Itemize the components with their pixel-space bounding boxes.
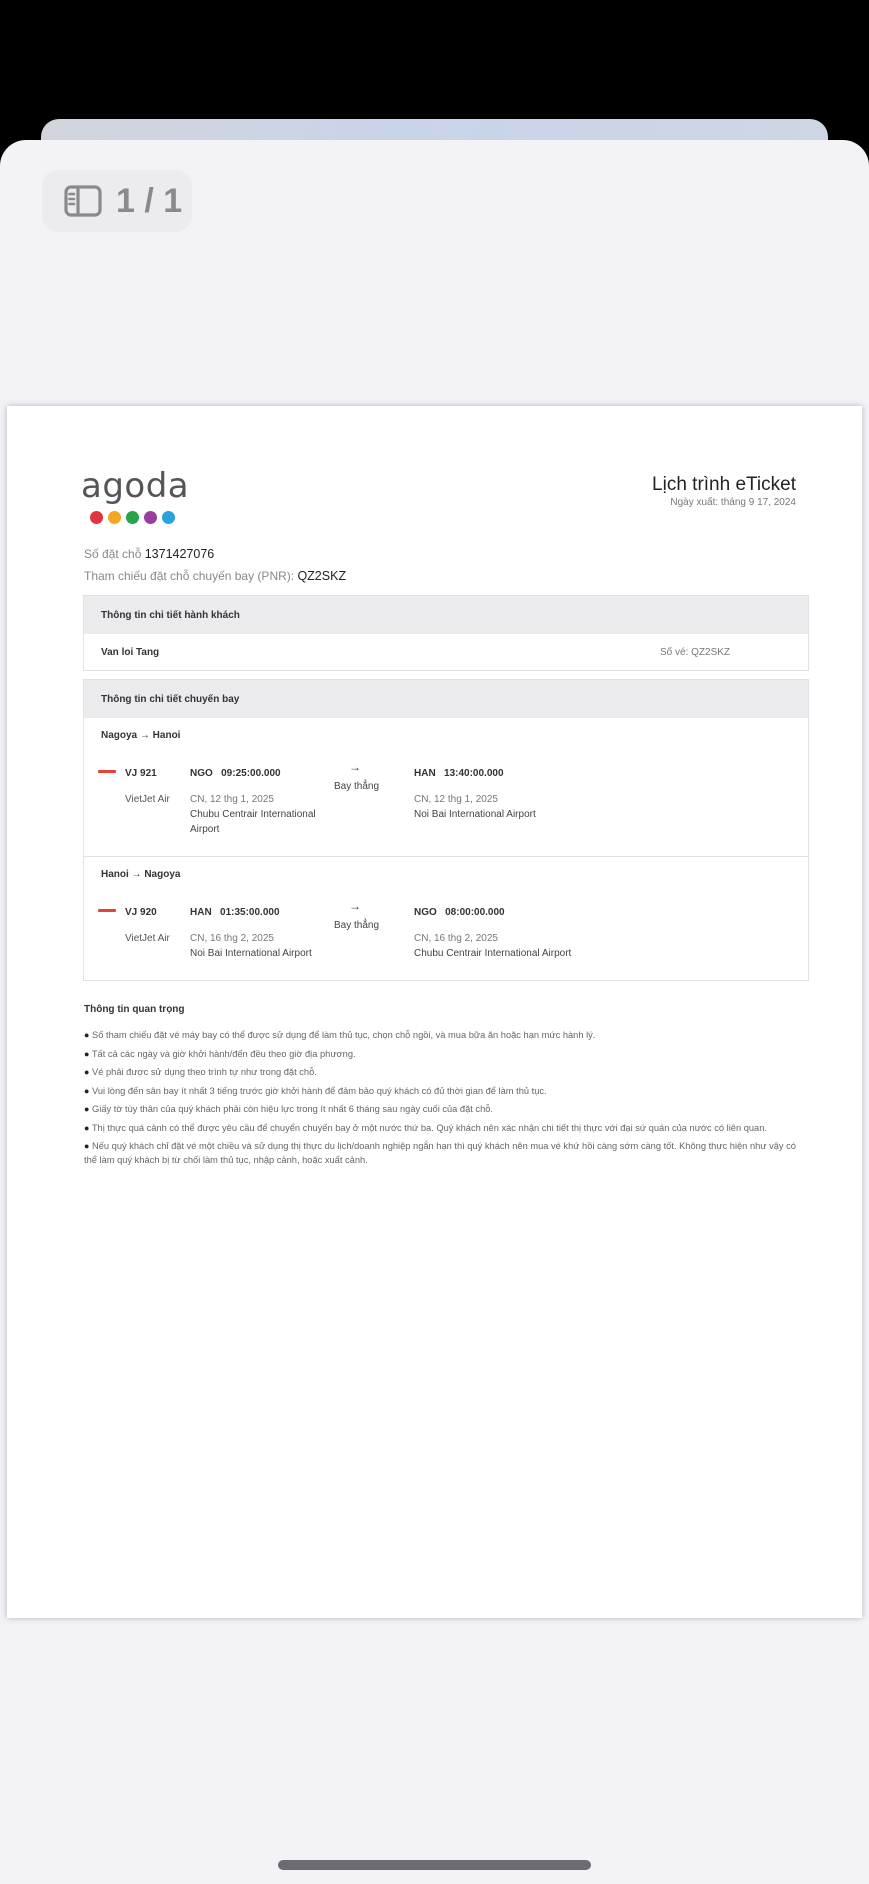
bullet-icon: ● — [84, 1141, 90, 1151]
info-text: Thị thực quá cảnh có thể được yêu cầu để chuyển chuyến bay ở một nước thứ ba. Quý khách nên xác nhận chi tiết thị thực với đại sứ quán của nước có liên quan. — [91, 1122, 767, 1133]
info-text: Số tham chiếu đặt vé máy bay có thể được sử dụng để làm thủ tục, chọn chỗ ngồi, và mua bữa ăn hoặc hạn mức hành lý. — [92, 1030, 596, 1040]
booking-number: 1371427076 — [144, 547, 215, 561]
bullet-icon: ● — [84, 1030, 90, 1040]
logo-dot — [108, 511, 121, 524]
document-header — [652, 474, 796, 508]
departure-code: HAN — [190, 907, 212, 918]
flight-number: VJ 920 — [125, 907, 157, 918]
departure-block — [190, 907, 280, 918]
airline-name: VietJet Air — [125, 933, 170, 944]
passenger-heading: Thông tin chi tiết hành khách — [84, 596, 808, 634]
departure-date: CN, 12 thg 1, 2025 — [190, 794, 274, 805]
bullet-icon: ● — [84, 1085, 90, 1096]
document-viewer[interactable] — [0, 140, 869, 1884]
arrow-right-icon: → — [349, 760, 361, 774]
booking-number-label: Số đặt chỗ — [84, 547, 142, 561]
arrival-block — [414, 768, 504, 779]
departure-code: NGO — [190, 768, 213, 779]
logo-dots — [90, 511, 189, 524]
departure-block — [190, 768, 281, 779]
departure-time: 01:35:00.000 — [220, 907, 280, 918]
important-info-list — [84, 1028, 796, 1172]
pnr-line — [84, 569, 346, 583]
arrival-code: HAN — [414, 768, 436, 779]
arrival-airport: Chubu Centrair International Airport — [414, 948, 572, 959]
ticket-number: Số vé: QZ2SKZ — [660, 646, 731, 658]
info-item — [84, 1102, 796, 1116]
info-item — [84, 1065, 796, 1079]
eticket-page — [7, 406, 862, 1618]
booking-number-line — [84, 547, 214, 561]
vietjet-logo-icon — [98, 769, 116, 774]
bullet-icon: ● — [84, 1104, 90, 1114]
direct-flight-label: Bay thẳng — [334, 781, 380, 792]
direct-flight-label: Bay thẳng — [334, 920, 380, 931]
arrival-date: CN, 12 thg 1, 2025 — [414, 794, 498, 805]
departure-airport: Chubu Centrair International Airport — [190, 809, 316, 835]
page-indicator-button[interactable] — [42, 170, 192, 232]
segment-route: Hanoi → Nagoya — [101, 869, 181, 880]
agoda-logo — [81, 466, 190, 524]
info-text: Nếu quý khách chỉ đặt vé một chiều và sử dụng thị thực du lịch/doanh nghiệp ngắn hạn thì quý khách nên mua vé khứ hồi càng sớm càng tốt. Không thực hiện như vậy có thể làm quý khách bị từ chối làm thủ tục, nhập cảnh, hoặc xuất cảnh. — [84, 1141, 796, 1165]
arrival-code: NGO — [414, 907, 437, 918]
home-indicator[interactable] — [278, 1860, 591, 1870]
bullet-icon: ● — [84, 1067, 90, 1077]
bullet-icon: ● — [84, 1122, 90, 1133]
issue-date: Ngày xuất: tháng 9 17, 2024 — [670, 497, 796, 508]
flight-heading: Thông tin chi tiết chuyến bay — [84, 680, 808, 718]
logo-dot — [90, 511, 103, 524]
flight-segment — [84, 718, 808, 856]
bullet-icon: ● — [84, 1048, 90, 1059]
info-item — [84, 1047, 796, 1061]
flight-number: VJ 921 — [125, 768, 157, 779]
segment-route: Nagoya → Hanoi — [101, 730, 181, 741]
important-info-heading: Thông tin quan trọng — [84, 1004, 185, 1015]
arrival-date: CN, 16 thg 2, 2025 — [414, 933, 498, 944]
passenger-row — [84, 634, 808, 670]
info-text: Tất cả các ngày và giờ khởi hành/đến đều theo giờ địa phương. — [91, 1048, 356, 1059]
vietjet-logo-icon — [98, 908, 116, 913]
info-item — [84, 1139, 796, 1167]
departure-date: CN, 16 thg 2, 2025 — [190, 933, 274, 944]
passenger-section — [83, 595, 809, 671]
departure-airport: Noi Bai International Airport — [190, 948, 312, 959]
document-title: Lịch trình eTicket — [652, 474, 796, 495]
info-text: Giấy tờ tùy thân của quý khách phải còn hiệu lực trong ít nhất 6 tháng sau ngày cuối của đặt chỗ. — [92, 1104, 494, 1114]
logo-dot — [126, 511, 139, 524]
arrival-airport: Noi Bai International Airport — [414, 809, 536, 820]
logo-dot — [144, 511, 157, 524]
sidebar-icon — [64, 185, 102, 217]
info-text: Vé phải được sử dụng theo trình tự như trong đặt chỗ. — [92, 1067, 317, 1077]
arrival-time: 08:00:00.000 — [445, 907, 505, 918]
info-text: Vui lòng đến sân bay ít nhất 3 tiếng trước giờ khởi hành để đảm bảo quý khách có đủ thời gian để làm thủ tục. — [92, 1085, 547, 1096]
flight-segment — [84, 856, 808, 980]
pnr-value: QZ2SKZ — [297, 569, 347, 583]
info-item — [84, 1121, 796, 1135]
arrival-time: 13:40:00.000 — [444, 768, 504, 779]
flight-section — [83, 679, 809, 981]
page-count: 1 / 1 — [116, 181, 183, 220]
logo-dot — [162, 511, 175, 524]
info-item — [84, 1084, 796, 1098]
passenger-name: Van loi Tang — [101, 646, 160, 658]
info-item — [84, 1028, 796, 1042]
airline-name: VietJet Air — [125, 794, 170, 805]
pnr-label: Tham chiếu đặt chỗ chuyến bay (PNR): — [84, 569, 295, 583]
arrival-block — [414, 907, 505, 918]
departure-time: 09:25:00.000 — [221, 768, 281, 779]
arrow-right-icon: → — [349, 899, 361, 913]
logo-wordmark: agoda — [81, 466, 190, 506]
